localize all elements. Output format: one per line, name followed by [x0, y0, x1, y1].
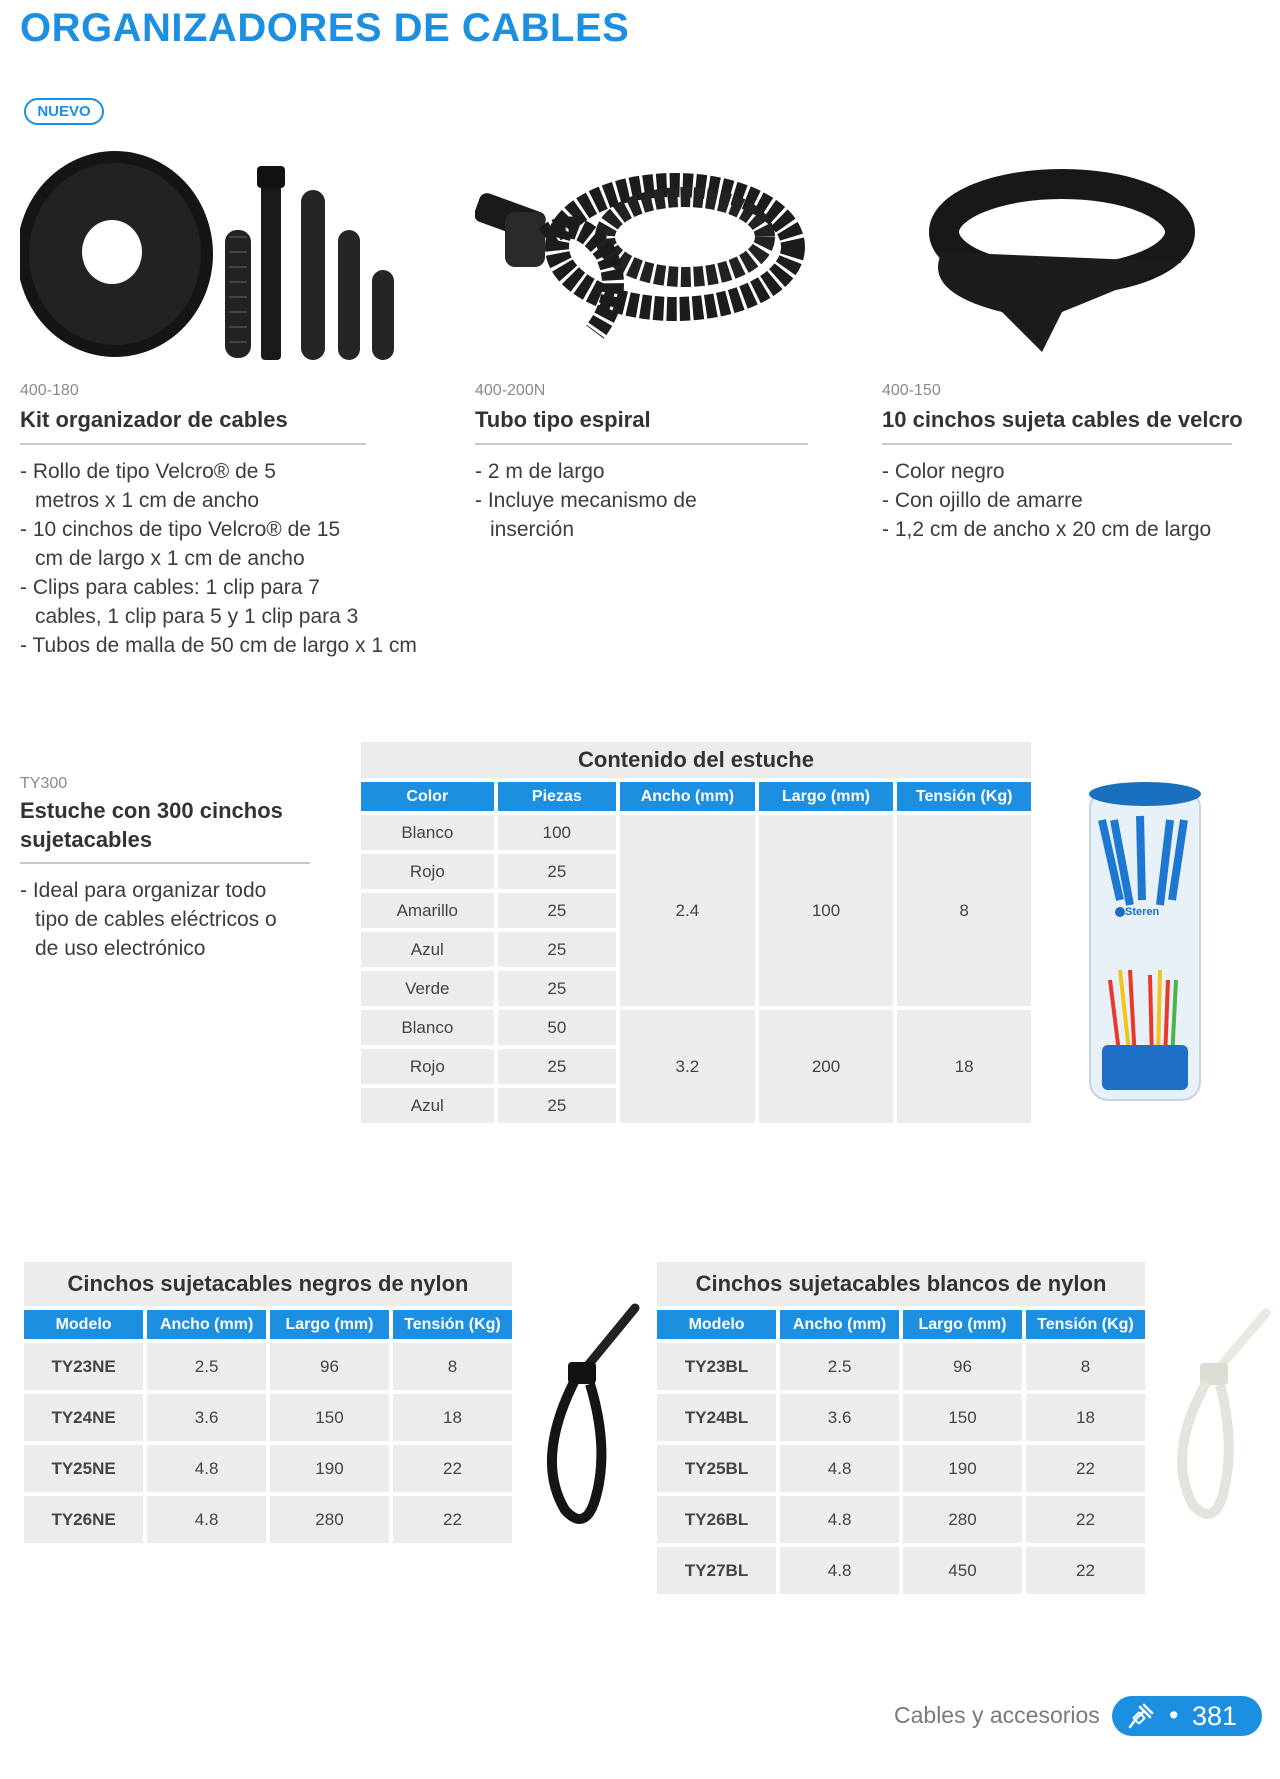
- spiral-tube-image: [475, 142, 815, 372]
- table-cell: 4.8: [780, 1445, 899, 1492]
- model-cell: TY26BL: [657, 1496, 776, 1543]
- product-name: Estuche con 300 cinchos sujetacables: [20, 797, 310, 864]
- page-number: 381: [1192, 1701, 1238, 1731]
- kit-contents-table: [361, 742, 1031, 1123]
- white-ties-table: [657, 1262, 1145, 1594]
- table-cell: 22: [1026, 1496, 1145, 1543]
- model-cell: TY25NE: [24, 1445, 143, 1492]
- table-cell: 18: [393, 1394, 512, 1441]
- table-cell: 8: [1026, 1343, 1145, 1390]
- product-name: Kit organizador de cables: [20, 406, 366, 445]
- model-cell: TY26NE: [24, 1496, 143, 1543]
- ty300-jar-image: [1080, 780, 1210, 1110]
- table-cell: 2.5: [147, 1343, 266, 1390]
- product-code: TY300: [20, 775, 68, 792]
- table-cell: 25: [498, 932, 616, 967]
- table-title: Contenido del estuche: [361, 742, 1031, 778]
- feature-item: - Incluye mecanismo de inserción: [475, 486, 735, 544]
- table-cell: 8: [393, 1343, 512, 1390]
- feature-item: - Clips para cables: 1 clip para 7 cables, 1 clip para 5 y 1 clip para 3: [20, 573, 390, 631]
- model-cell: TY27BL: [657, 1547, 776, 1594]
- table-cell: 3.2: [620, 1010, 755, 1123]
- feature-list: [882, 457, 1252, 544]
- table-cell: 4.8: [780, 1496, 899, 1543]
- product-code: 400-150: [882, 382, 941, 399]
- col-header: Modelo: [24, 1310, 143, 1339]
- model-cell: TY23BL: [657, 1343, 776, 1390]
- product-spiral-tube: [475, 142, 815, 544]
- table-cell: 18: [897, 1010, 1031, 1123]
- col-header: Largo (mm): [903, 1310, 1022, 1339]
- table-cell: Amarillo: [361, 893, 494, 928]
- product-code: 400-200N: [475, 382, 546, 399]
- velcro-straps-image: [882, 142, 1252, 372]
- table-cell: 100: [759, 815, 894, 1006]
- table-cell: 3.6: [780, 1394, 899, 1441]
- product-ty300: [20, 775, 320, 963]
- table-cell: 22: [1026, 1547, 1145, 1594]
- table-cell: 190: [903, 1445, 1022, 1492]
- table-cell: 96: [903, 1343, 1022, 1390]
- table-title: Cinchos sujetacables negros de nylon: [24, 1262, 512, 1306]
- cable-connector-icon: [1126, 1703, 1154, 1729]
- product-velcro-straps: [882, 142, 1252, 544]
- table-cell: 25: [498, 893, 616, 928]
- feature-item: - Color negro: [882, 457, 1252, 486]
- table-cell: 150: [270, 1394, 389, 1441]
- table-cell: 280: [903, 1496, 1022, 1543]
- table-cell: 25: [498, 1049, 616, 1084]
- col-header: Largo (mm): [759, 782, 894, 811]
- page-title: ORGANIZADORES DE CABLES: [20, 6, 630, 50]
- table-cell: Verde: [361, 971, 494, 1006]
- feature-item: - 1,2 cm de ancho x 20 cm de largo: [882, 515, 1252, 544]
- table-cell: 25: [498, 1088, 616, 1123]
- table-cell: 18: [1026, 1394, 1145, 1441]
- jar-brand-label: Steren: [1125, 906, 1160, 918]
- table-cell: 2.4: [620, 815, 755, 1006]
- col-header: Ancho (mm): [780, 1310, 899, 1339]
- table-cell: Blanco: [361, 815, 494, 850]
- model-cell: TY25BL: [657, 1445, 776, 1492]
- table-cell: Rojo: [361, 854, 494, 889]
- col-header: Ancho (mm): [147, 1310, 266, 1339]
- table-cell: 22: [393, 1445, 512, 1492]
- table-cell: Blanco: [361, 1010, 494, 1045]
- table-cell: Azul: [361, 1088, 494, 1123]
- col-header: Modelo: [657, 1310, 776, 1339]
- table-cell: 4.8: [780, 1547, 899, 1594]
- model-cell: TY24NE: [24, 1394, 143, 1441]
- black-ties-table: [24, 1262, 512, 1543]
- table-cell: 190: [270, 1445, 389, 1492]
- table-title: Cinchos sujetacables blancos de nylon: [657, 1262, 1145, 1306]
- table-cell: 25: [498, 971, 616, 1006]
- kit-image: [20, 142, 440, 372]
- table-cell: 50: [498, 1010, 616, 1045]
- table-cell: 4.8: [147, 1496, 266, 1543]
- table-cell: 150: [903, 1394, 1022, 1441]
- page-number-pill: [1112, 1696, 1262, 1736]
- col-header: Largo (mm): [270, 1310, 389, 1339]
- table-cell: 280: [270, 1496, 389, 1543]
- col-header: Tensión (Kg): [897, 782, 1031, 811]
- table-cell: 200: [759, 1010, 894, 1123]
- feature-list: [20, 876, 320, 963]
- table-cell: 96: [270, 1343, 389, 1390]
- feature-list: [475, 457, 815, 544]
- white-cable-tie-image: [1168, 1305, 1273, 1530]
- col-header: Color: [361, 782, 494, 811]
- product-kit: [20, 142, 440, 660]
- product-code: 400-180: [20, 382, 79, 399]
- table-cell: 100: [498, 815, 616, 850]
- table-cell: 22: [393, 1496, 512, 1543]
- feature-item: - 10 cinchos de tipo Velcro® de 15 cm de largo x 1 cm de ancho: [20, 515, 360, 573]
- table-cell: Azul: [361, 932, 494, 967]
- table-cell: 3.6: [147, 1394, 266, 1441]
- separator-dot: •: [1169, 1700, 1179, 1730]
- col-header: Tensión (Kg): [1026, 1310, 1145, 1339]
- table-cell: 22: [1026, 1445, 1145, 1492]
- table-cell: 8: [897, 815, 1031, 1006]
- table-cell: Rojo: [361, 1049, 494, 1084]
- product-name: Tubo tipo espiral: [475, 406, 808, 445]
- table-cell: 2.5: [780, 1343, 899, 1390]
- feature-item: - Ideal para organizar todo tipo de cables eléctricos o de uso electrónico: [20, 876, 305, 963]
- black-cable-tie-image: [540, 1300, 640, 1530]
- feature-item: - Rollo de tipo Velcro® de 5 metros x 1 cm de ancho: [20, 457, 310, 515]
- product-name: 10 cinchos sujeta cables de velcro: [882, 406, 1232, 445]
- feature-item: - 2 m de largo: [475, 457, 815, 486]
- feature-item: - Con ojillo de amarre: [882, 486, 1252, 515]
- footer-section-label: Cables y accesorios: [894, 1702, 1100, 1728]
- feature-item: - Tubos de malla de 50 cm de largo x 1 cm: [20, 631, 440, 660]
- col-header: Piezas: [498, 782, 616, 811]
- table-cell: 25: [498, 854, 616, 889]
- feature-list: [20, 457, 440, 660]
- model-cell: TY23NE: [24, 1343, 143, 1390]
- col-header: Tensión (Kg): [393, 1310, 512, 1339]
- new-badge: NUEVO: [24, 98, 104, 125]
- table-cell: 450: [903, 1547, 1022, 1594]
- col-header: Ancho (mm): [620, 782, 755, 811]
- model-cell: TY24BL: [657, 1394, 776, 1441]
- table-cell: 4.8: [147, 1445, 266, 1492]
